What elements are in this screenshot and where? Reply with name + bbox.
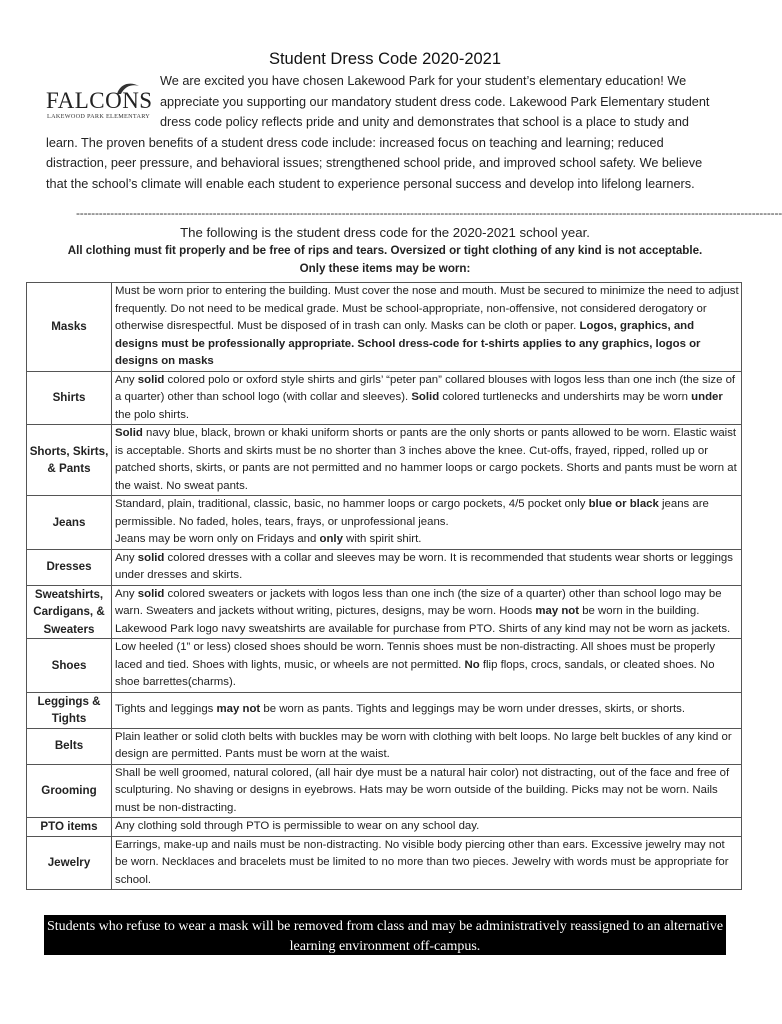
description-text: jeans are permissible. No faded, holes, tears, frays, or unprofessional jeans. bbox=[115, 498, 709, 528]
table-row bbox=[27, 283, 742, 372]
mask-warning-banner: Students who refuse to wear a mask will be removed from class and may be administratively reassigned to an alternative learning environment off-campus. bbox=[44, 915, 726, 955]
description-cell bbox=[112, 549, 742, 585]
description-text: Any clothing sold through PTO is permissible to wear on any school day. bbox=[115, 820, 480, 832]
rule-line-1: All clothing must fit properly and be free of rips and tears. Oversized or tight clothing of any kind is not acceptable. bbox=[67, 244, 703, 257]
dress-code-table bbox=[26, 282, 742, 890]
emphasis-text: solid bbox=[137, 551, 165, 564]
intro-paragraph bbox=[46, 71, 722, 194]
table-row bbox=[27, 425, 742, 496]
description-cell bbox=[112, 728, 742, 764]
description-text: flip flops, crocs, sandals, or cleated shoes. No shoe barrettes(charms). bbox=[115, 658, 715, 688]
description-text: Plain leather or solid cloth belts with buckles may be worn with clothing with belt loops. No large belt buckles of any kind or design are permitted. Pants must be worn at the waist. bbox=[115, 730, 732, 760]
description-cell bbox=[112, 496, 742, 550]
table-row bbox=[27, 371, 742, 425]
description-cell bbox=[112, 836, 742, 890]
emphasis-text: only bbox=[319, 533, 343, 545]
description-text: Earrings, make-up and nails must be non-distracting. No visible body piercing other than ears. Excessive jewelry may not be worn. Necklaces and bracelets must be limited to no more than two pieces. Jewelry with words must be appropriate for school. bbox=[115, 838, 729, 886]
table-row bbox=[27, 692, 742, 728]
description-text: with spirit shirt. bbox=[342, 533, 422, 545]
category-cell: Shirts bbox=[27, 371, 112, 425]
description-cell bbox=[112, 585, 742, 639]
rule-line-2: Only these items may be worn: bbox=[299, 262, 471, 275]
table-row bbox=[27, 728, 742, 764]
description-cell bbox=[112, 639, 742, 693]
emphasis-text: Logos, graphics, and designs must be professionally appropriate. School dress-code for t-shirts applies to any graphics, logos or designs on masks bbox=[115, 320, 701, 367]
description-text: Any bbox=[115, 373, 138, 386]
description-cell bbox=[112, 425, 742, 496]
emphasis-text: may not bbox=[535, 605, 580, 617]
category-cell: Shorts, Skirts, & Pants bbox=[27, 425, 112, 496]
emphasis-text: may not bbox=[216, 703, 261, 716]
description-text: Tights and leggings bbox=[115, 703, 217, 716]
emphasis-text: No bbox=[464, 658, 480, 671]
logo-subtitle: LAKEWOOD PARK ELEMENTARY bbox=[47, 113, 151, 120]
description-text: navy blue, black, brown or khaki uniform shorts or pants are the only shorts or pants allowed to be worn. Elastic waist is acceptable. Shorts and skirts must be no shorter than 3 inches above the knee. Cut-offs, frayed, ripped, rolled up or patched shorts, skirts, or pants are not permitted and no hammer loops or cargo pockets. Shorts and pants must be worn at the waist. No sweat pants. bbox=[115, 427, 737, 492]
description-cell bbox=[112, 818, 742, 837]
emphasis-text: Solid bbox=[411, 391, 440, 403]
table-row bbox=[27, 639, 742, 693]
emphasis-text: blue or black bbox=[588, 498, 659, 510]
dashed-divider: ------------------------------------------------------------------------------------------------------------------------------------------------------------------------------------------ bbox=[76, 206, 782, 220]
table-row bbox=[27, 496, 742, 550]
emphasis-text: solid bbox=[137, 373, 165, 386]
description-text: be worn as pants. Tights and leggings may be worn under dresses, skirts, or shorts. bbox=[260, 703, 686, 716]
page-title: Student Dress Code 2020-2021 bbox=[268, 50, 502, 68]
table-row bbox=[27, 764, 742, 818]
description-text: the polo shirts. bbox=[115, 408, 190, 421]
description-text: Any bbox=[115, 587, 138, 600]
category-cell: Belts bbox=[27, 728, 112, 764]
category-cell: Dresses bbox=[27, 549, 112, 585]
description-text: Shall be well groomed, natural colored, (all hair dye must be a natural hair color) not distracting, out of the face and free of sculpturing. No shaving or designs in eyebrows. Hats may be worn outside of the building. Picks may not be worn. Nails must be non-distracting. bbox=[115, 766, 730, 814]
category-cell: Leggings & Tights bbox=[27, 692, 112, 728]
table-row bbox=[27, 818, 742, 837]
description-text: Low heeled (1” or less) closed shoes should be worn. Tennis shoes must be non-distracting. All shoes must be properly laced and tied. Shoes with lights, music, or wheels are not permitted. bbox=[115, 641, 716, 671]
description-cell bbox=[112, 371, 742, 425]
category-cell: Jewelry bbox=[27, 836, 112, 890]
category-cell: Sweatshirts, Cardigans, & Sweaters bbox=[27, 585, 112, 639]
table-row bbox=[27, 549, 742, 585]
description-cell bbox=[112, 283, 742, 372]
category-cell: Grooming bbox=[27, 764, 112, 818]
emphasis-text: under bbox=[691, 391, 723, 403]
description-cell bbox=[112, 764, 742, 818]
description-text: be worn in the building. Lakewood Park logo navy sweatshirts are available for purchase from PTO. Shirts of any kind may not be worn as jackets. bbox=[115, 605, 731, 635]
logo-wordmark: FALCONS bbox=[46, 88, 153, 113]
description-text: Standard, plain, traditional, classic, basic, no hammer loops or cargo pockets, 4/5 pocket only bbox=[115, 498, 589, 510]
description-text: colored sweaters or jackets with logos less than one inch (the size of a quarter) other than school logo may be warn. Sweaters and jackets without writing, pictures, designs, may be worn. Hoods bbox=[115, 587, 722, 617]
category-cell: Masks bbox=[27, 283, 112, 372]
description-text: colored turtlenecks and undershirts may be worn bbox=[439, 391, 692, 403]
table-row bbox=[27, 836, 742, 890]
emphasis-text: solid bbox=[137, 587, 165, 600]
following-text: The following is the student dress code for the 2020-2021 school year. bbox=[180, 225, 590, 240]
category-cell: PTO items bbox=[27, 818, 112, 837]
description-text: colored dresses with a collar and sleeves may be worn. It is recommended that students wear shorts or leggings under dresses and skirts. bbox=[115, 551, 733, 581]
intro-text: We are excited you have chosen Lakewood Park for your student’s elementary education! We appreciate you supporting our mandatory student dress code. Lakewood Park Elementary student dress code policy reflects pride and unity and demonstrates that school is a place to study and learn. The proven benefits of a student dress code include: increased focus on teaching and learning; reduced distraction, peer pressure, and behavioral issues; strengthened school pride, and improved school safety. We believe that the school’s climate will enable each student to experience personal success and develop into lifelong learners. bbox=[46, 74, 710, 191]
description-cell bbox=[112, 692, 742, 728]
category-cell: Jeans bbox=[27, 496, 112, 550]
description-text: Must be worn prior to entering the building. Must cover the nose and mouth. Must be secured to minimize the need to adjust frequently. Do not need to be medical grade. Must be school-appropriate, non-offensive, not considered derogatory or otherwise disrespectful. Must be disposed of in trash can only. Masks can be cloth or paper. bbox=[115, 285, 739, 332]
description-text: Jeans may be worn only on Fridays and bbox=[115, 533, 320, 545]
description-text: Any bbox=[115, 551, 138, 564]
description-text: colored polo or oxford style shirts and girls’ “peter pan” collared blouses with logos less than one inch (the size of a quarter) other than school logo (with collar and sleeves). bbox=[115, 373, 736, 403]
emphasis-text: Solid bbox=[115, 427, 143, 439]
table-row bbox=[27, 585, 742, 639]
category-cell: Shoes bbox=[27, 639, 112, 693]
